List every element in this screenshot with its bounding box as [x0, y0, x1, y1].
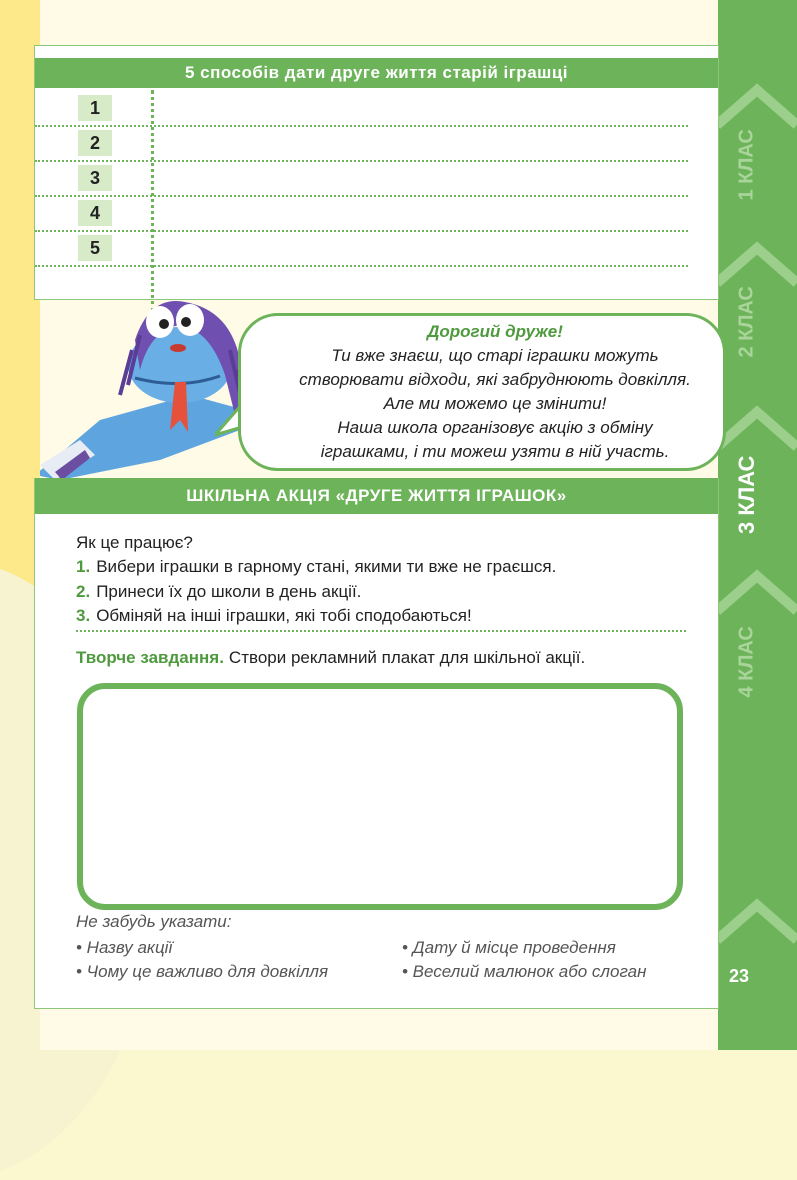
- dotted-divider: [76, 630, 686, 632]
- answer-row: [35, 162, 718, 197]
- bubble-line: Наша школа організовує акцію з обміну: [337, 418, 653, 437]
- step-number: 1.: [76, 557, 91, 576]
- creative-task: [76, 648, 585, 668]
- ways-title: 5 способів дати друге життя старій іграшці: [35, 58, 718, 88]
- answer-row: [35, 232, 718, 267]
- row-number: 5: [78, 235, 112, 261]
- row-number: 4: [78, 200, 112, 226]
- step-item: [76, 557, 556, 577]
- row-number: 1: [78, 95, 112, 121]
- step-item: [76, 606, 472, 626]
- step-number: 3.: [76, 606, 91, 625]
- row-number: 2: [78, 130, 112, 156]
- action-title: ШКІЛЬНА АКЦІЯ «ДРУГЕ ЖИТТЯ ІГРАШОК»: [35, 478, 718, 514]
- tab-grade-2[interactable]: 2 КЛАС: [735, 286, 758, 358]
- reminder-item: • Веселий малюнок або слоган: [402, 962, 647, 981]
- bubble-line: іграшками, і ти можеш узяти в ній участь.: [320, 442, 670, 461]
- task-text: Створи рекламний плакат для шкільної акції.: [228, 648, 586, 667]
- tab-grade-3[interactable]: 3 КЛАС: [734, 455, 759, 534]
- answer-row: [35, 197, 718, 232]
- bubble-message: [255, 320, 735, 464]
- chevron-decoration-icon: [718, 70, 797, 140]
- reminder-item: • Назву акції: [76, 938, 173, 957]
- row-number: 3: [78, 165, 112, 191]
- vertical-divider: [151, 90, 154, 312]
- answer-line[interactable]: [35, 265, 688, 267]
- reminder-item: • Дату й місце проведення: [402, 938, 616, 957]
- step-text: Принеси їх до школи в день акції.: [96, 582, 362, 601]
- answer-row: [35, 127, 718, 162]
- tab-grade-4[interactable]: 4 КЛАС: [735, 626, 758, 698]
- question-text: Як це працює?: [76, 533, 193, 552]
- sock-puppet-illustration: [40, 290, 260, 480]
- reminder-heading: Не забудь указати:: [76, 912, 232, 931]
- answer-row: [35, 92, 718, 127]
- bubble-line: Але ми можемо це змінити!: [383, 394, 607, 413]
- poster-drawing-area[interactable]: [77, 683, 683, 910]
- chevron-decoration-icon: [718, 556, 797, 626]
- step-text: Обміняй на інші іграшки, які тобі сподобаються!: [96, 606, 472, 625]
- step-item: [76, 582, 361, 602]
- ways-card: [34, 45, 719, 300]
- ways-list: [35, 92, 718, 267]
- bubble-line: створювати відходи, які забруднюють довкілля.: [299, 370, 691, 389]
- reminder-item: • Чому це важливо для довкілля: [76, 962, 329, 981]
- chevron-decoration-icon: [718, 885, 797, 955]
- tab-grade-1[interactable]: 1 КЛАС: [735, 129, 758, 201]
- task-label: Творче завдання.: [76, 648, 224, 667]
- page-number: 23: [728, 966, 750, 986]
- bubble-line: Ти вже знаєш, що старі іграшки можуть: [331, 346, 659, 365]
- chevron-decoration-icon: [718, 228, 797, 298]
- step-number: 2.: [76, 582, 91, 601]
- bubble-greeting: Дорогий друже!: [427, 322, 563, 341]
- step-text: Вибери іграшки в гарному стані, якими ти вже не граєшся.: [96, 557, 557, 576]
